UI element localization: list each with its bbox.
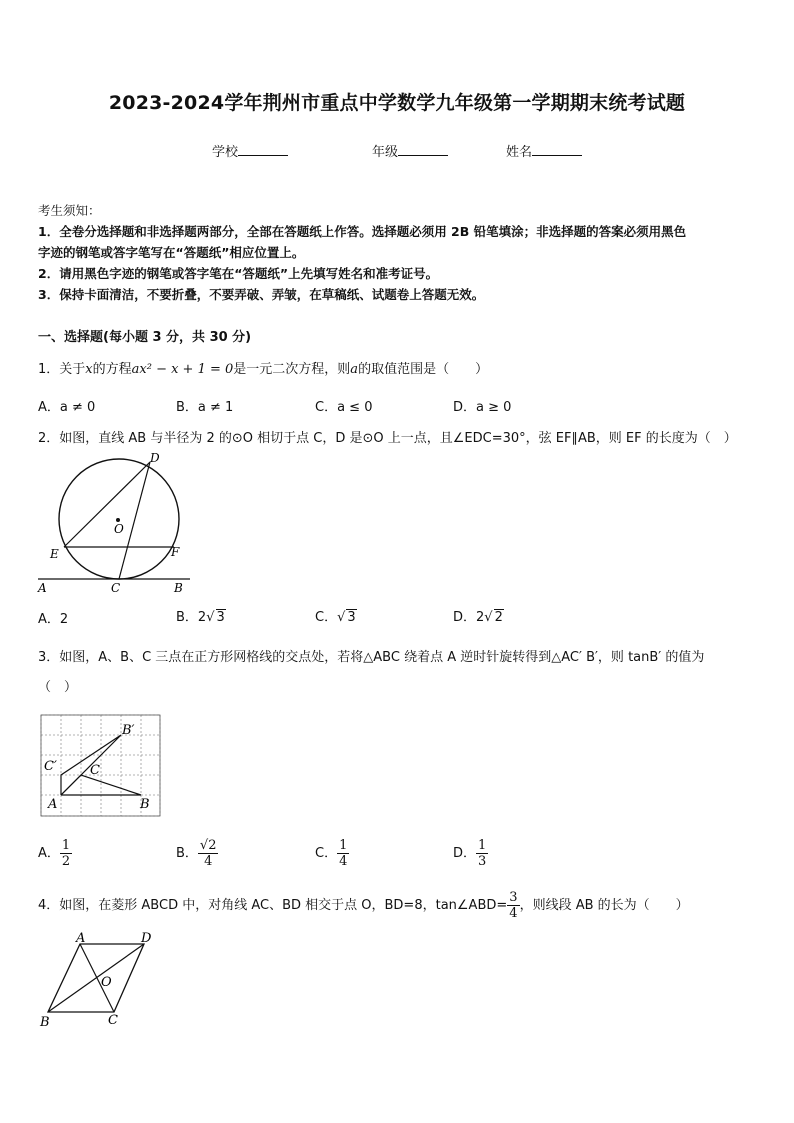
q2-option-b-radicand: 3 xyxy=(216,610,225,625)
q4-label-a: A xyxy=(76,931,86,946)
q4-frac-num: 3 xyxy=(509,890,518,905)
notes-item: 2．请用黑色字迹的钢笔或答字笔在“答题纸”上先填写姓名和准考证号。 xyxy=(38,266,439,281)
q4-frac-den: 4 xyxy=(509,906,518,921)
q4-label-d: D xyxy=(141,931,152,946)
notes-heading: 考生须知： xyxy=(38,203,101,218)
q3-option-c[interactable] xyxy=(315,838,349,869)
grade-label: 年级 xyxy=(372,145,399,160)
question-3-paren: （ ） xyxy=(38,680,78,695)
q2-option-b[interactable]: B．2√ 3 xyxy=(176,610,225,625)
q2-label-c: C xyxy=(111,581,121,595)
name-field[interactable] xyxy=(506,141,582,160)
question-1 xyxy=(38,358,758,377)
q3-option-d-label: D． xyxy=(453,846,477,861)
q3-option-a-label: A． xyxy=(38,846,60,861)
q1-option-d[interactable]: D．a ≥ 0 xyxy=(453,400,512,415)
q1-var2: a xyxy=(350,362,359,377)
q3-option-d-num: 1 xyxy=(478,838,487,853)
q3-label-b-prime: B′ xyxy=(122,723,135,738)
q2-option-c-radicand: 3 xyxy=(347,610,356,625)
q3-label-c-prime: C′ xyxy=(44,759,57,774)
q4-text-post: ，则线段 AB 的长为（ ） xyxy=(519,898,689,913)
q3-option-a-num: 1 xyxy=(61,838,71,853)
q1-mid2: 是一元二次方程，则 xyxy=(233,362,351,377)
q2-figure xyxy=(34,450,198,598)
q3-option-d-den: 3 xyxy=(478,854,487,869)
notes-item: 3．保持卡面清洁，不要折叠，不要弄破、弄皱，在草稿纸、试题卷上答题无效。 xyxy=(38,287,485,302)
school-label: 学校 xyxy=(212,145,239,160)
q2-label-e: E xyxy=(50,547,59,561)
q3-option-c-label: C． xyxy=(315,846,338,861)
notes-item: 字迹的钢笔或答字笔写在“答题纸”相应位置上。 xyxy=(38,245,305,260)
q1-option-a[interactable]: A．a ≠ 0 xyxy=(38,400,96,415)
q2-label-o: O xyxy=(114,522,124,536)
q3-option-a-den: 2 xyxy=(61,854,71,869)
q4-label-c: C xyxy=(108,1013,118,1028)
notes-item: 1．全卷分选择题和非选择题两部分，全部在答题纸上作答。选择题必须用 2B 铅笔填涂；非选择题的答案必须用黑色 xyxy=(38,224,687,239)
question-2: 2．如图，直线 AB 与半径为 2 的⊙O 相切于点 C，D 是⊙O 上一点，且∠EDC=30°，弦 EF∥AB，则 EF 的长度为（ ） xyxy=(38,431,737,446)
q3-option-b-den: 4 xyxy=(204,854,213,869)
q4-label-o: O xyxy=(101,975,112,990)
q4-figure xyxy=(36,930,166,1030)
name-label: 姓名 xyxy=(506,145,533,160)
grade-field[interactable] xyxy=(372,141,448,160)
q2-label-b: B xyxy=(174,581,183,595)
q2-option-b-text: B．2 xyxy=(176,610,207,625)
q2-option-a[interactable]: A．2 xyxy=(38,612,69,627)
q1-mid: 的方程 xyxy=(92,362,132,377)
q3-option-c-num: 1 xyxy=(339,838,348,853)
q3-option-b-num: √2 xyxy=(199,838,217,853)
name-blank[interactable] xyxy=(532,143,582,156)
notes-block xyxy=(38,200,758,305)
section-heading: 一、选择题(每小题 3 分，共 30 分) xyxy=(38,330,252,345)
q3-option-d[interactable] xyxy=(453,838,488,869)
q2-option-c[interactable]: C．√ 3 xyxy=(315,610,356,625)
q2-label-d: D xyxy=(150,451,160,465)
q2-label-a: A xyxy=(38,581,47,595)
q3-option-b[interactable] xyxy=(176,838,218,869)
q3-label-c: C xyxy=(90,763,100,778)
q1-suffix: 的取值范围是（ ） xyxy=(358,362,489,377)
question-4 xyxy=(38,890,758,921)
q2-segment-ed xyxy=(64,462,150,547)
grade-blank[interactable] xyxy=(398,143,448,156)
q2-option-d[interactable]: D．2√ 2 xyxy=(453,610,503,625)
q1-option-c[interactable]: C．a ≤ 0 xyxy=(315,400,373,415)
q4-text-pre: 4．如图，在菱形 ABCD 中，对角线 AC、BD 相交于点 O，BD=8，tan∠ABD= xyxy=(38,898,508,913)
q2-option-d-text: D．2 xyxy=(453,610,485,625)
q3-label-a: A xyxy=(48,797,58,812)
q3-label-b: B xyxy=(140,797,150,812)
school-field[interactable] xyxy=(212,141,288,160)
q1-option-b[interactable]: B．a ≠ 1 xyxy=(176,400,234,415)
q1-equation: ax² − x + 1 = 0 xyxy=(131,362,234,377)
q2-option-d-radicand: 2 xyxy=(494,610,503,625)
question-3: 3．如图，A、B、C 三点在正方形网格线的交点处，若将△ABC 绕着点 A 逆时针旋转得到△AC′ B′，则 tanB′ 的值为 xyxy=(38,650,705,665)
q3-option-b-label: B． xyxy=(176,846,198,861)
page-title: 2023-2024学年荆州市重点中学数学九年级第一学期期末统考试题 xyxy=(108,92,686,114)
q3-option-a[interactable] xyxy=(38,838,72,869)
q3-option-c-den: 4 xyxy=(339,854,348,869)
q4-label-b: B xyxy=(40,1015,50,1030)
q2-option-c-text: C． xyxy=(315,610,338,625)
q2-label-f: F xyxy=(171,545,180,559)
q1-var: x xyxy=(85,362,93,377)
q1-prefix: 1．关于 xyxy=(38,362,86,377)
q3-figure xyxy=(38,712,164,820)
school-blank[interactable] xyxy=(238,143,288,156)
q2-segment-dc xyxy=(119,462,150,579)
